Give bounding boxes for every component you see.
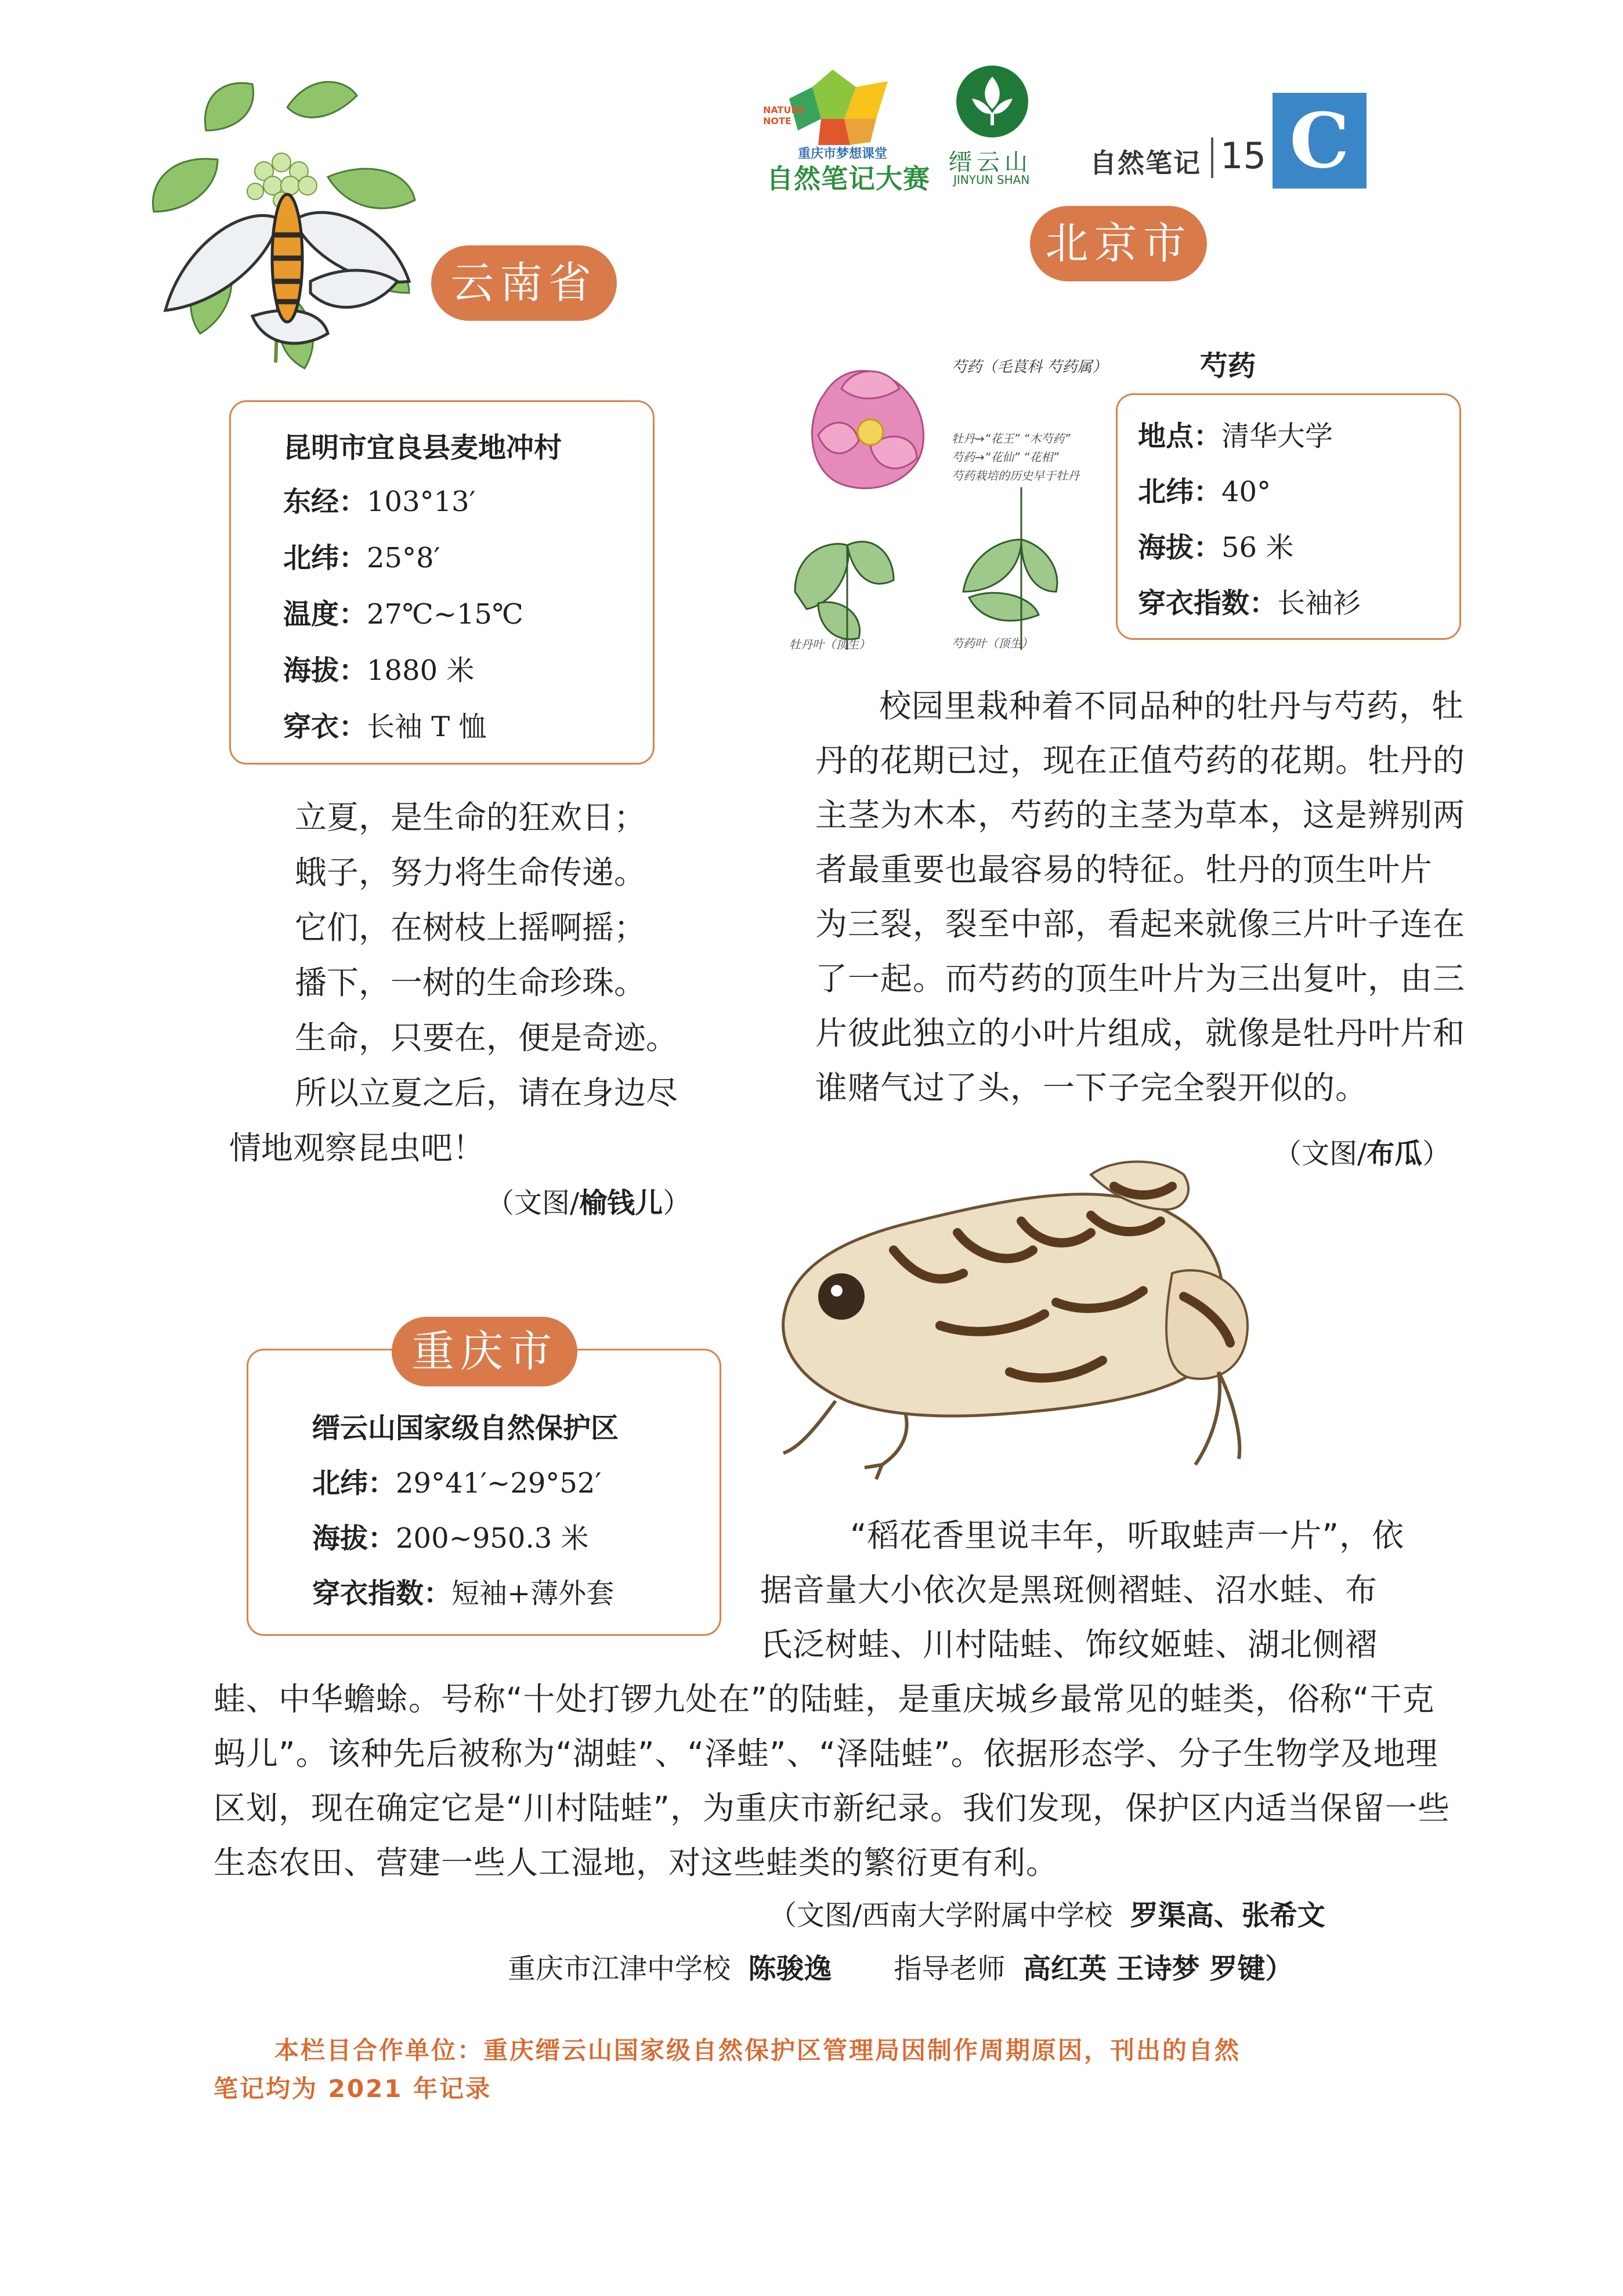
chongqing-credit-teacher-label: 指导老师	[894, 1953, 1006, 1985]
paragraph-line: 了一起。而芍药的顶生叶片为三出复叶，由三	[815, 960, 1466, 997]
paragraph-line: 谁赌气过了头，一下子完全裂开似的。	[815, 1069, 1368, 1106]
chongqing-latitude-label: 北纬：	[312, 1467, 396, 1500]
yunnan-temperature-value: 27℃~15℃	[367, 598, 523, 631]
yunnan-credit-prefix: （文图/	[486, 1187, 580, 1219]
sketch-title: 芍药（毛茛科 芍药属）	[952, 358, 1108, 376]
sketch-leaf-label: 牡丹叶（顶生）	[789, 638, 870, 651]
paragraph-line: 氏泛树蛙、川村陆蛙、饰纹姬蛙、湖北侧褶	[760, 1626, 1378, 1663]
chongqing-credit-authors-1: 罗渠高、张希文	[1130, 1899, 1325, 1932]
beijing-credit	[1274, 1131, 1450, 1171]
jinyun-name: 缙云山	[949, 149, 1032, 176]
frog-illustration	[766, 1151, 1265, 1482]
logo-line: 重庆市梦想课堂	[798, 147, 888, 161]
chongqing-credit-line-2	[508, 1946, 1293, 1986]
jinyun-en: JINYUN SHAN	[953, 173, 1030, 187]
poem-line: 立夏，是生命的狂欢日；	[295, 799, 646, 836]
jinyun-logo	[943, 64, 1042, 189]
sketch-note-line: 芍药→“花仙” “花相”	[952, 450, 1059, 464]
chongqing-credit-teachers: 高红英 王诗梦 罗键）	[1022, 1953, 1293, 1985]
chongqing-clothing-label: 穿衣指数：	[312, 1577, 452, 1610]
region-badge-yunnan: 云南省	[431, 245, 617, 321]
beijing-location	[1138, 414, 1333, 454]
chongqing-altitude-label: 海拔：	[312, 1522, 396, 1555]
beijing-credit-author: 布瓜	[1367, 1138, 1423, 1170]
chongqing-paragraph-bottom	[214, 1672, 1479, 1890]
poem-line: 播下，一树的生命珍珠。	[295, 964, 646, 1001]
yunnan-temperature	[283, 592, 523, 632]
paragraph-line: 为三裂，裂至中部，看起来就像三片叶子连在	[815, 906, 1466, 943]
yunnan-clothing	[283, 704, 487, 744]
chongqing-paragraph-top	[760, 1508, 1474, 1672]
yunnan-altitude-value: 1880 米	[367, 654, 475, 687]
footnote-line: 本栏目合作单位：重庆缙云山国家级自然保护区管理局因制作周期原因，刊出的自然	[274, 2036, 1241, 2065]
beijing-altitude-value: 56 米	[1221, 531, 1294, 564]
yunnan-place	[283, 425, 562, 465]
plant-name: 芍药	[1200, 350, 1256, 382]
chongqing-credit-line-1	[769, 1893, 1325, 1933]
region-badge-beijing: 北京市	[1030, 206, 1207, 281]
beijing-latitude-label: 北纬：	[1138, 476, 1222, 508]
yunnan-longitude	[283, 479, 476, 519]
yunnan-place-text: 昆明市宜良县麦地冲村	[283, 432, 562, 464]
paragraph-line: 蛙、中华蟾蜍。号称“十处打锣九处在”的陆蛙，是重庆城乡最常见的蛙类，俗称“干克	[214, 1681, 1435, 1718]
peony-flower-and-leaves-icon	[783, 348, 1103, 673]
yunnan-longitude-value: 103°13′	[367, 486, 476, 518]
beijing-paragraph	[815, 679, 1465, 1115]
logo-small-text: NATURE NOTE	[763, 104, 805, 126]
yunnan-latitude-label: 北纬：	[283, 542, 367, 574]
yunnan-clothing-value: 长袖 T 恤	[367, 711, 487, 743]
beijing-clothing-label: 穿衣指数：	[1138, 587, 1278, 620]
paragraph-line: 片彼此独立的小叶片组成，就像是牡丹叶片和	[815, 1015, 1466, 1052]
chongqing-latitude	[312, 1461, 601, 1501]
poem-line: 蛾子，努力将生命传递。	[295, 854, 646, 891]
page-number: 15	[1220, 135, 1266, 177]
chongqing-credit-school-1: （文图/西南大学附属中学校	[769, 1899, 1113, 1932]
beijing-latitude	[1138, 469, 1271, 509]
yunnan-credit-author: 榆钱儿	[579, 1187, 663, 1219]
poem-line: 它们，在树枝上摇啊摇；	[295, 909, 646, 946]
sketch-leaf-label: 芍药叶（顶生）	[952, 636, 1033, 650]
beijing-location-label: 地点：	[1138, 420, 1222, 452]
paragraph-line: 生态农田、营建一些人工湿地，对这些蛙类的繁衍更有利。	[214, 1844, 1059, 1881]
peony-sketch	[783, 348, 1103, 673]
region-badge-chongqing: 重庆市	[392, 1317, 577, 1386]
beijing-clothing-value: 长袖衫	[1277, 587, 1361, 620]
moth-on-leaves-icon	[136, 61, 456, 374]
nature-note-logo	[763, 64, 930, 194]
column-letter-badge: C	[1273, 93, 1367, 189]
beijing-credit-suffix: ）	[1422, 1138, 1451, 1170]
yunnan-latitude-value: 25°8′	[367, 542, 440, 574]
column-footnote	[214, 2031, 1479, 2108]
chongqing-altitude-value: 200~950.3 米	[396, 1522, 589, 1555]
beijing-location-value: 清华大学	[1221, 420, 1333, 452]
chongqing-latitude-value: 29°41′~29°52′	[396, 1467, 602, 1500]
header-divider	[1211, 137, 1213, 178]
paragraph-line: “稻花香里说丰年，听取蛙声一片”，依	[850, 1517, 1404, 1554]
paragraph-line: 校园里栽种着不同品种的牡丹与芍药，牡	[879, 687, 1465, 725]
info-box-beijing	[1116, 393, 1461, 640]
poem-line: 生命，只要在，便是奇迹。	[295, 1019, 678, 1056]
poem-line: 所以立夏之后，请在身边尽	[295, 1074, 678, 1111]
yunnan-latitude	[283, 535, 440, 575]
sketch-note-line: 牡丹→“花王” “木芍药”	[952, 432, 1071, 446]
section-label: 自然笔记	[1090, 147, 1201, 179]
beijing-clothing	[1138, 581, 1361, 621]
yunnan-credit	[486, 1180, 691, 1221]
paragraph-line: 主茎为木本，芍药的主茎为草本，这是辨别两	[815, 796, 1466, 834]
beijing-latitude-value: 40°	[1221, 476, 1271, 508]
chongqing-credit-school-2: 重庆市江津中学校	[508, 1953, 731, 1985]
sketch-note-line: 芍药栽培的历史早于牡丹	[952, 469, 1079, 483]
yunnan-altitude-label: 海拔：	[283, 654, 367, 687]
chongqing-credit-author-2: 陈骏逸	[748, 1953, 832, 1985]
chongqing-place-text: 缙云山国家级自然保护区	[312, 1412, 619, 1444]
info-box-chongqing	[247, 1349, 721, 1636]
paragraph-line: 蚂儿”。该种先后被称为“湖蛙”、“泽蛙”、“泽陆蛙”。依据形态学、分子生物学及地理	[214, 1735, 1438, 1772]
footnote-line: 笔记均为 2021 年记录	[214, 2074, 492, 2103]
moth-illustration	[136, 61, 456, 374]
beijing-altitude	[1138, 525, 1293, 565]
beijing-credit-prefix: （文图/	[1274, 1138, 1367, 1170]
yunnan-longitude-label: 东经：	[283, 486, 367, 518]
paragraph-line: 区划，现在确定它是“川村陆蛙”，为重庆市新纪录。我们发现，保护区内适当保留一些	[214, 1790, 1450, 1827]
frog-sketch-icon	[766, 1151, 1265, 1482]
jinyun-leaf-icon	[955, 64, 1030, 139]
info-box-yunnan	[229, 400, 655, 765]
chongqing-clothing-value: 短袖+薄外套	[451, 1577, 615, 1610]
poem-line: 情地观察昆虫吧！	[229, 1129, 485, 1167]
paragraph-line: 丹的花期已过，现在正值芍药的花期。牡丹的	[815, 742, 1466, 779]
yunnan-altitude	[283, 648, 474, 688]
paragraph-line: 据音量大小依次是黑斑侧褶蛙、沼水蛙、布	[760, 1571, 1378, 1609]
chongqing-altitude	[312, 1516, 589, 1556]
chongqing-clothing	[312, 1571, 614, 1611]
logo-title: 自然笔记大赛	[767, 163, 930, 194]
beijing-altitude-label: 海拔：	[1138, 531, 1222, 564]
paragraph-line: 者最重要也最容易的特征。牡丹的顶生叶片	[815, 851, 1433, 888]
chongqing-place	[312, 1406, 619, 1446]
yunnan-temperature-label: 温度：	[283, 598, 367, 631]
yunnan-credit-suffix: ）	[663, 1187, 691, 1219]
yunnan-clothing-label: 穿衣：	[283, 711, 367, 743]
